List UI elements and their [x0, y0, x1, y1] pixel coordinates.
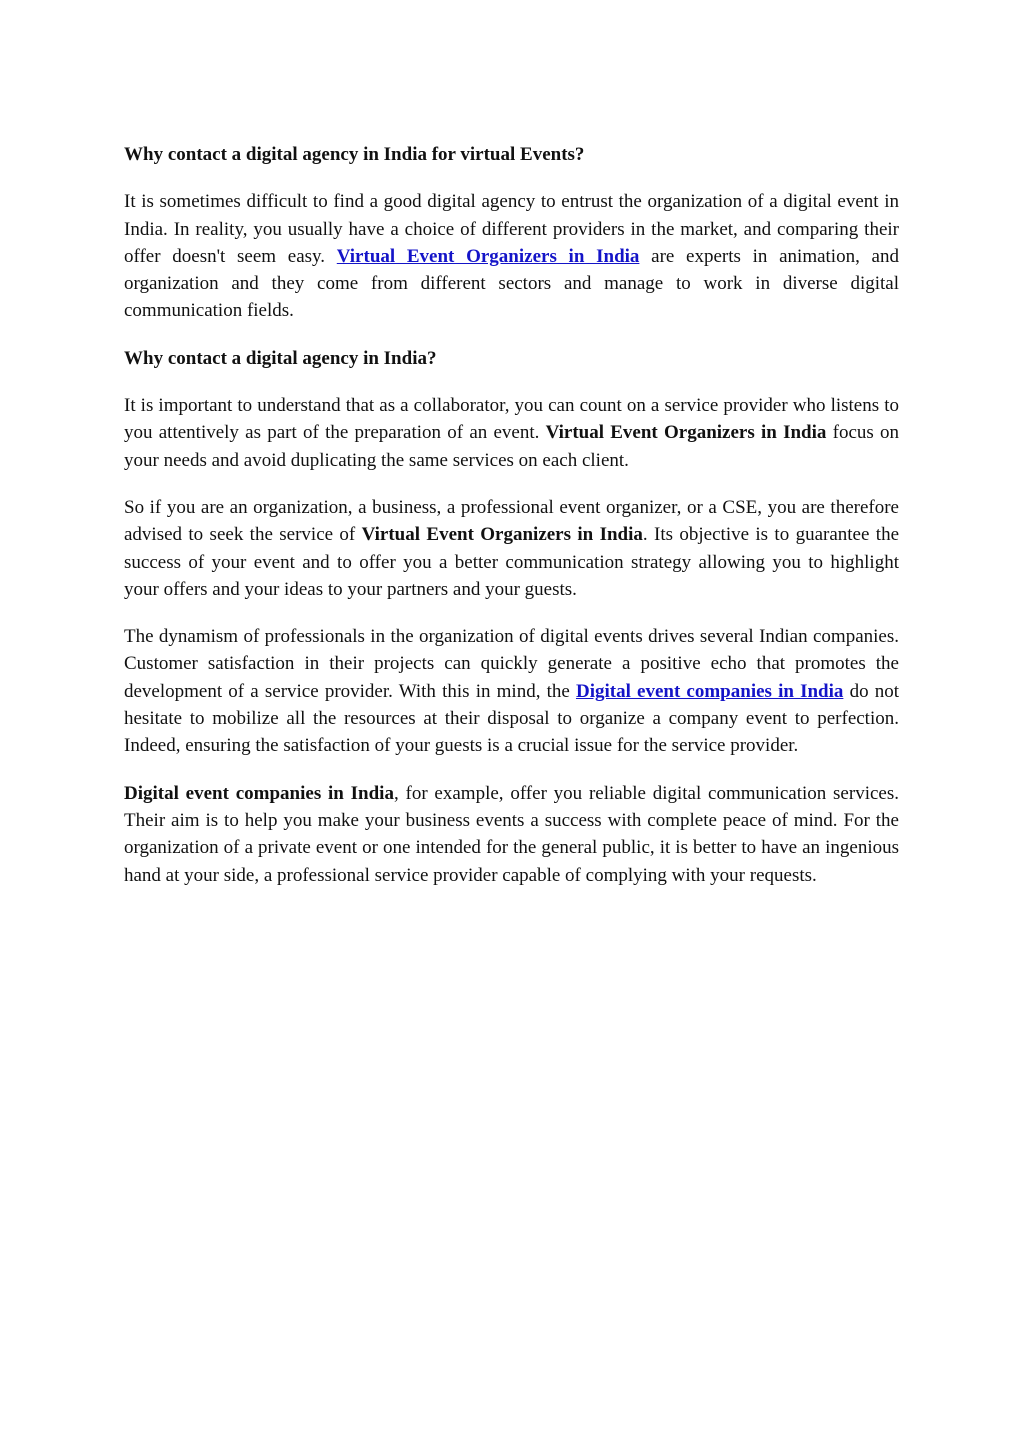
heading-virtual-events: Why contact a digital agency in India for virtual Events?	[124, 144, 585, 165]
bold-virtual-event-organizers-2: Virtual Event Organizers in India	[361, 524, 643, 546]
bold-digital-event-companies: Digital event companies in India	[124, 782, 394, 804]
paragraph-digital-event-companies	[124, 780, 899, 889]
paragraph-dynamism	[124, 623, 899, 759]
paragraph-digital-event-companies-text: , for example, offer you reliable digital communication services. Their aim is to help you make your business events a success with complete peace of mind. For the organization of a private event or one intended for the general public, it is better to have an ingenious hand at your side, a professional service provider capable of complying with your requests.	[124, 782, 899, 886]
paragraph-dynamism-text-b: do not hesitate to mobilize all the resources at their disposal to organize a company event to perfection. Indeed, ensuring the satisfaction of your guests is a crucial issue for the service provider.	[124, 680, 899, 757]
bold-virtual-event-organizers: Virtual Event Organizers in India	[545, 422, 827, 444]
paragraph-organization-text-a: So if you are an organization, a business, a professional event organizer, or a CSE, you are therefore advised to seek the service of	[124, 496, 899, 546]
link-virtual-event-organizers[interactable]: Virtual Event Organizers in India	[336, 245, 640, 267]
paragraph-intro	[124, 188, 899, 324]
heading-digital-agency: Why contact a digital agency in India?	[124, 347, 437, 369]
link-digital-event-companies[interactable]: Digital event companies in India	[575, 680, 844, 702]
paragraph-organization-text-b: . Its objective is to guarantee the success of your event and to offer you a better communication strategy allowing you to highlight your offers and your ideas to your partners and your guests.	[124, 524, 899, 600]
document-page	[124, 141, 899, 909]
paragraph-collaborator-text-a: It is important to understand that as a collaborator, you can count on a service provider who listens to you attentively as part of the preparation of an event.	[124, 395, 899, 444]
paragraph-intro-text-a: It is sometimes difficult to find a good digital agency to entrust the organization of a digital event in India. In reality, you usually have a choice of different providers in the market, and comparing their offer doesn't seem easy.	[124, 191, 899, 267]
paragraph-collaborator	[124, 392, 899, 474]
paragraph-intro-text-b: are experts in animation, and organization and they come from different sectors and manage to work in diverse digital communication fields.	[124, 245, 899, 322]
paragraph-dynamism-text-a: The dynamism of professionals in the organization of digital events drives several Indian companies. Customer satisfaction in their projects can quickly generate a positive echo that promotes the development of a service provider. With this in mind, the	[124, 626, 899, 702]
paragraph-organization	[124, 494, 899, 603]
paragraph-collaborator-text-b: focus on your needs and avoid duplicating the same services on each client.	[124, 422, 899, 471]
